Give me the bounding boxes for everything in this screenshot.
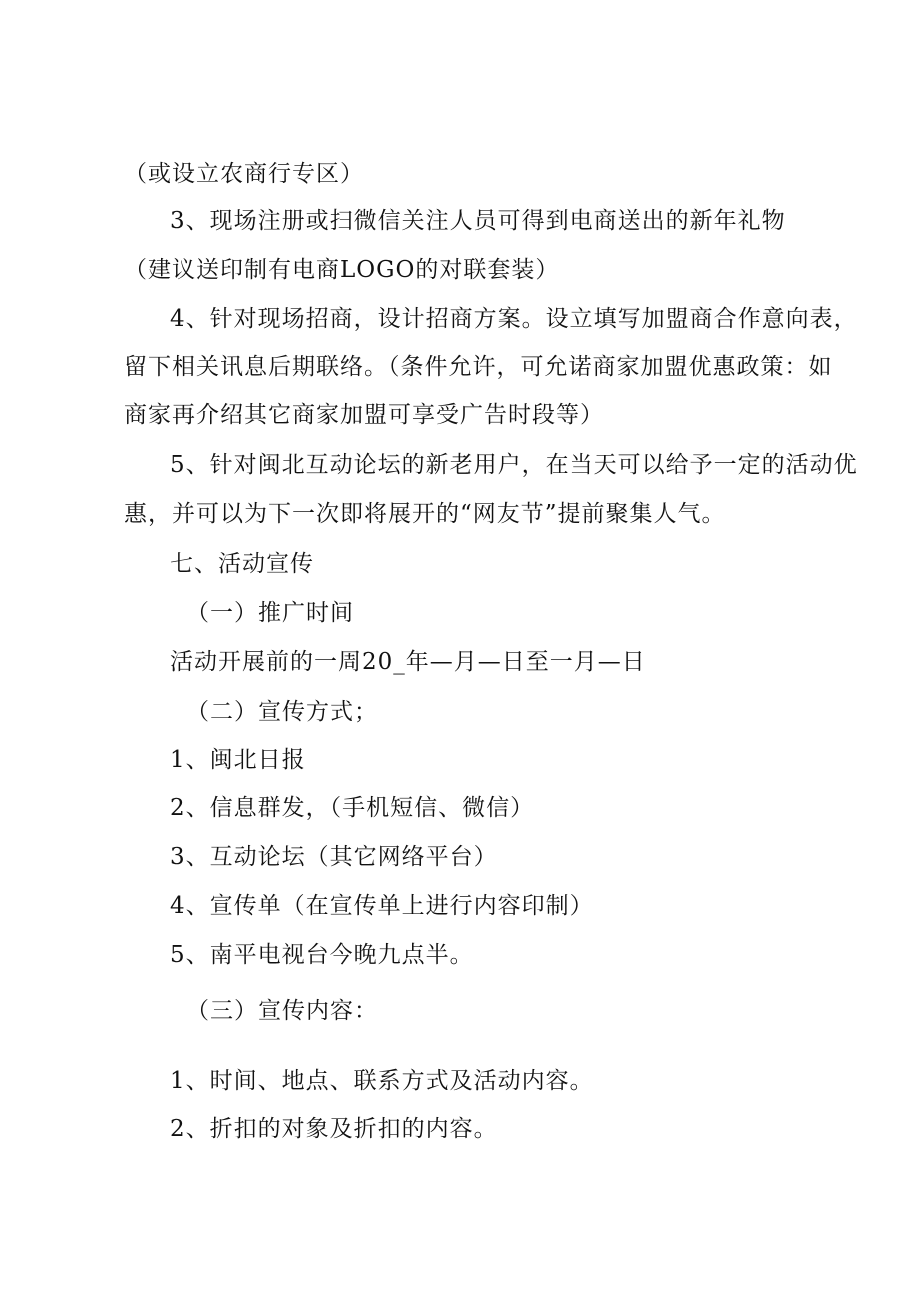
list-item-4: 4、宣传单（在宣传单上进行内容印制） — [170, 893, 594, 919]
list-item-5: 5、南平电视台今晚九点半。 — [170, 942, 474, 968]
text-line-4: 4、针对现场招商，设计招商方案。设立填写加盟商合作意向表， — [170, 306, 858, 332]
section-heading: 七、活动宣传 — [170, 551, 314, 577]
list-item-1: 1、闽北日报 — [170, 747, 306, 773]
subsection-heading-3: （三）宣传内容： — [186, 998, 378, 1024]
text-line-8: 惠，并可以为下一次即将展开的“网友节”提前聚集人气。 — [124, 501, 726, 527]
text-line-6: 商家再介绍其它商家加盟可享受广告时段等） — [124, 402, 604, 428]
text-line-7: 5、针对闽北互动论坛的新老用户，在当天可以给予一定的活动优 — [170, 452, 858, 478]
text-line-11: 活动开展前的一周20_年—月—日至一月—日 — [170, 649, 646, 675]
subsection-heading-1: （一）推广时间 — [186, 600, 354, 626]
list-item-2: 2、信息群发，（手机短信、微信） — [170, 795, 535, 821]
subsection-heading-2: （二）宣传方式； — [186, 699, 378, 725]
text-line-1: （或设立农商行专区） — [124, 161, 364, 187]
text-line-2: 3、现场注册或扫微信关注人员可得到电商送出的新年礼物 — [170, 208, 786, 234]
text-line-3: （建议送印制有电商LOGO的对联套装） — [124, 257, 560, 283]
content-item-1: 1、时间、地点、联系方式及活动内容。 — [170, 1068, 594, 1094]
content-item-2: 2、折扣的对象及折扣的内容。 — [170, 1116, 498, 1142]
list-item-3: 3、互动论坛（其它网络平台） — [170, 844, 498, 870]
text-line-5: 留下相关讯息后期联络。（条件允许，可允诺商家加盟优惠政策：如 — [124, 354, 833, 380]
